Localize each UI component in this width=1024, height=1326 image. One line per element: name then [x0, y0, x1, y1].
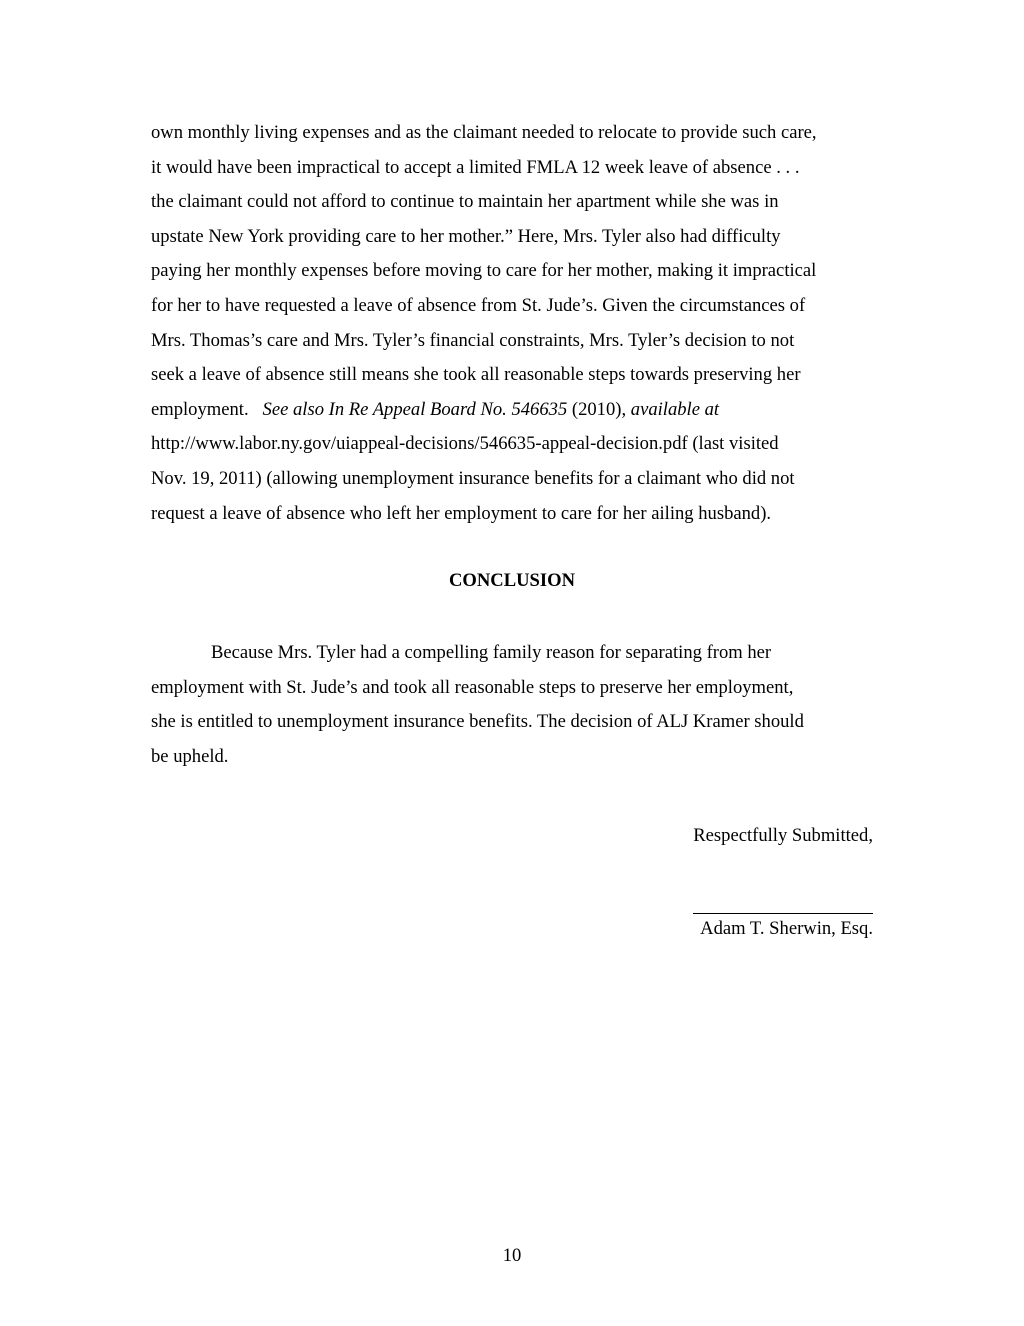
text-line: seek a leave of absence still means she took all reasonable steps towards preserving her — [151, 364, 801, 386]
text-fragment: employment. — [151, 398, 263, 420]
conclusion-paragraph — [151, 636, 881, 774]
text-line: for her to have requested a leave of absence from St. Jude’s. Given the circumstances of — [151, 294, 806, 316]
url-line: http://www.labor.ny.gov/uiappeal-decisions/546635-appeal-decision.pdf (last visited — [151, 433, 779, 455]
text-line: upstate New York providing care to her mother.” Here, Mrs. Tyler also had difficulty — [151, 225, 781, 247]
closing-salutation: Respectfully Submitted, — [693, 825, 873, 846]
text-line: be upheld. — [151, 745, 229, 767]
conclusion-heading: CONCLUSION — [448, 570, 576, 591]
text-line: it would have been impractical to accept a limited FMLA 12 week leave of absence . . . — [151, 156, 800, 178]
text-line: request a leave of absence who left her employment to care for her ailing husband). — [151, 502, 772, 524]
case-citation: See also In Re Appeal Board No. 546635 — [262, 398, 568, 420]
text-line: paying her monthly expenses before moving to care for her mother, making it impractical — [151, 260, 817, 282]
text-line: Because Mrs. Tyler had a compelling family reason for separating from her — [211, 642, 772, 663]
text-line: the claimant could not afford to continue to maintain her apartment while she was in — [151, 191, 779, 213]
page-number: 10 — [502, 1245, 522, 1266]
text-line: Nov. 19, 2011) (allowing unemployment insurance benefits for a claimant who did not — [151, 467, 795, 489]
text-line: own monthly living expenses and as the claimant needed to relocate to provide such care, — [151, 122, 817, 143]
citation-signal: available at — [630, 398, 720, 420]
text-fragment: (2010), — [567, 398, 631, 420]
argument-paragraph — [151, 116, 881, 531]
text-line: she is entitled to unemployment insurance benefits. The decision of ALJ Kramer should — [151, 711, 804, 733]
text-line: Mrs. Thomas’s care and Mrs. Tyler’s financial constraints, Mrs. Tyler’s decision to not — [151, 329, 795, 351]
signature-name: Adam T. Sherwin, Esq. — [700, 918, 873, 939]
citation-line — [151, 393, 881, 428]
text-line: employment with St. Jude’s and took all reasonable steps to preserve her employment, — [151, 676, 794, 698]
